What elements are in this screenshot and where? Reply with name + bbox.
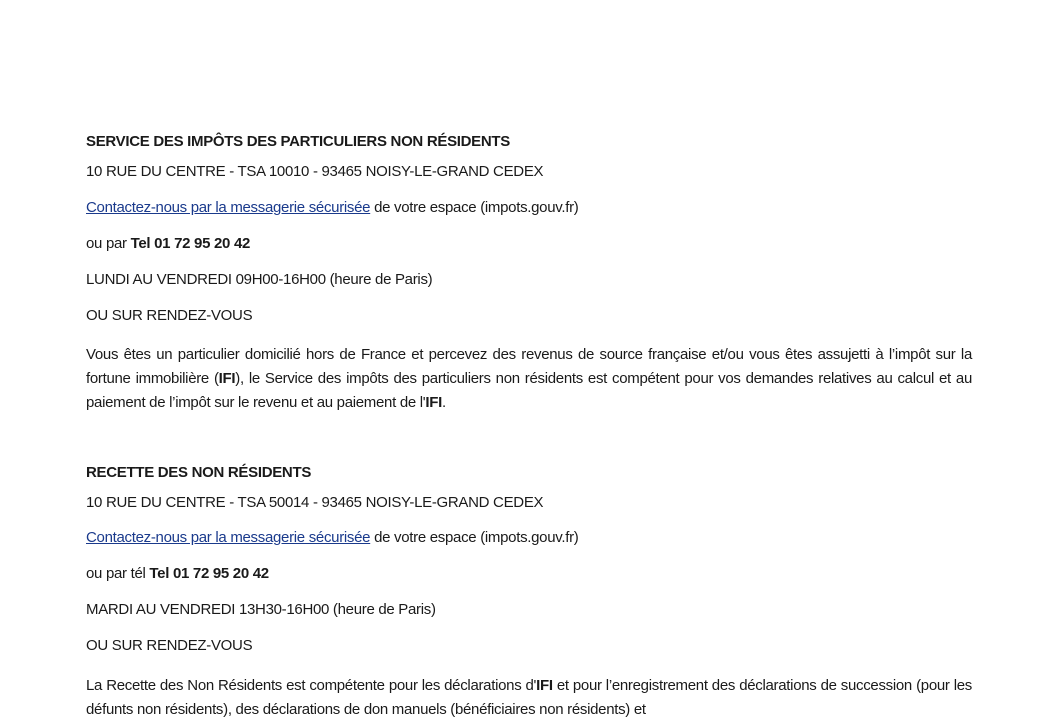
- section1-phone-prefix: ou par: [86, 235, 131, 252]
- section1-desc-part-b: ), le Service des impôts des particuliers non résidents est compétent pour vos demandes relatives au calcul et au paiement de l’impôt sur le revenu et au paiement de l': [86, 370, 972, 411]
- section1-hours-time: 09H00-16H00 (heure de Paris): [231, 271, 433, 288]
- section1-desc-part-a: Vous êtes un particulier domicilié hors de France et percevez des revenus de source française et/ou vous êtes assujetti à l’impôt sur la fortune immobilière (: [86, 346, 972, 387]
- section1-hours-days: LUNDI AU VENDREDI: [86, 271, 232, 288]
- section2-hours-time: 13H30-16H00 (heure de Paris): [235, 601, 436, 618]
- section1-hours-line: [86, 270, 432, 290]
- section2-desc-ifi: IFI: [536, 677, 553, 694]
- section2-phone-prefix: ou par tél: [86, 565, 150, 582]
- section1-secure-messaging-link[interactable]: Contactez-nous par la messagerie sécurisée: [86, 199, 371, 216]
- section1-phone: Tel 01 72 95 20 42: [130, 235, 251, 252]
- section1-desc-ifi: IFI: [218, 370, 236, 387]
- section2-desc-part-a: La Recette des Non Résidents est compétente pour les déclarations d': [86, 677, 537, 694]
- section2-desc-part-b: et pour l’enregistrement des déclarations de succession (pour les défunts non résidents), des déclarations de don manuels (bénéficiaires non résidents) et: [86, 677, 972, 718]
- section2-secure-messaging-link[interactable]: Contactez-nous par la messagerie sécurisée: [86, 529, 371, 546]
- section1-appointment: OU SUR RENDEZ-VOUS: [86, 307, 253, 324]
- section2-phone-line: [86, 564, 269, 584]
- section2-appointment: OU SUR RENDEZ-VOUS: [86, 637, 253, 654]
- section1-address: 10 RUE DU CENTRE - TSA 10010 - 93465 NOISY-LE-GRAND CEDEX: [86, 163, 544, 180]
- section2-contact-line: [86, 528, 578, 548]
- section1-contact-line: [86, 198, 578, 218]
- section2-hours-days: MARDI AU VENDREDI: [86, 601, 236, 618]
- section2-description: [86, 674, 972, 720]
- section1-desc-ifi2: IFI: [425, 394, 442, 411]
- document-page: [86, 0, 972, 720]
- section1-title: SERVICE DES IMPÔTS DES PARTICULIERS NON RÉSIDENTS: [86, 133, 510, 150]
- section2-address: 10 RUE DU CENTRE - TSA 50014 - 93465 NOISY-LE-GRAND CEDEX: [86, 494, 544, 511]
- section1-phone-line: [86, 234, 250, 254]
- section2-title: RECETTE DES NON RÉSIDENTS: [86, 464, 312, 481]
- section2-hours-line: [86, 600, 436, 620]
- section1-desc-part-c: .: [441, 394, 446, 411]
- section2-contact-suffix: de votre espace (impots.gouv.fr): [370, 529, 579, 546]
- section2-phone: Tel 01 72 95 20 42: [149, 565, 269, 582]
- section1-description: [86, 343, 972, 415]
- section1-contact-suffix: de votre espace (impots.gouv.fr): [370, 199, 579, 216]
